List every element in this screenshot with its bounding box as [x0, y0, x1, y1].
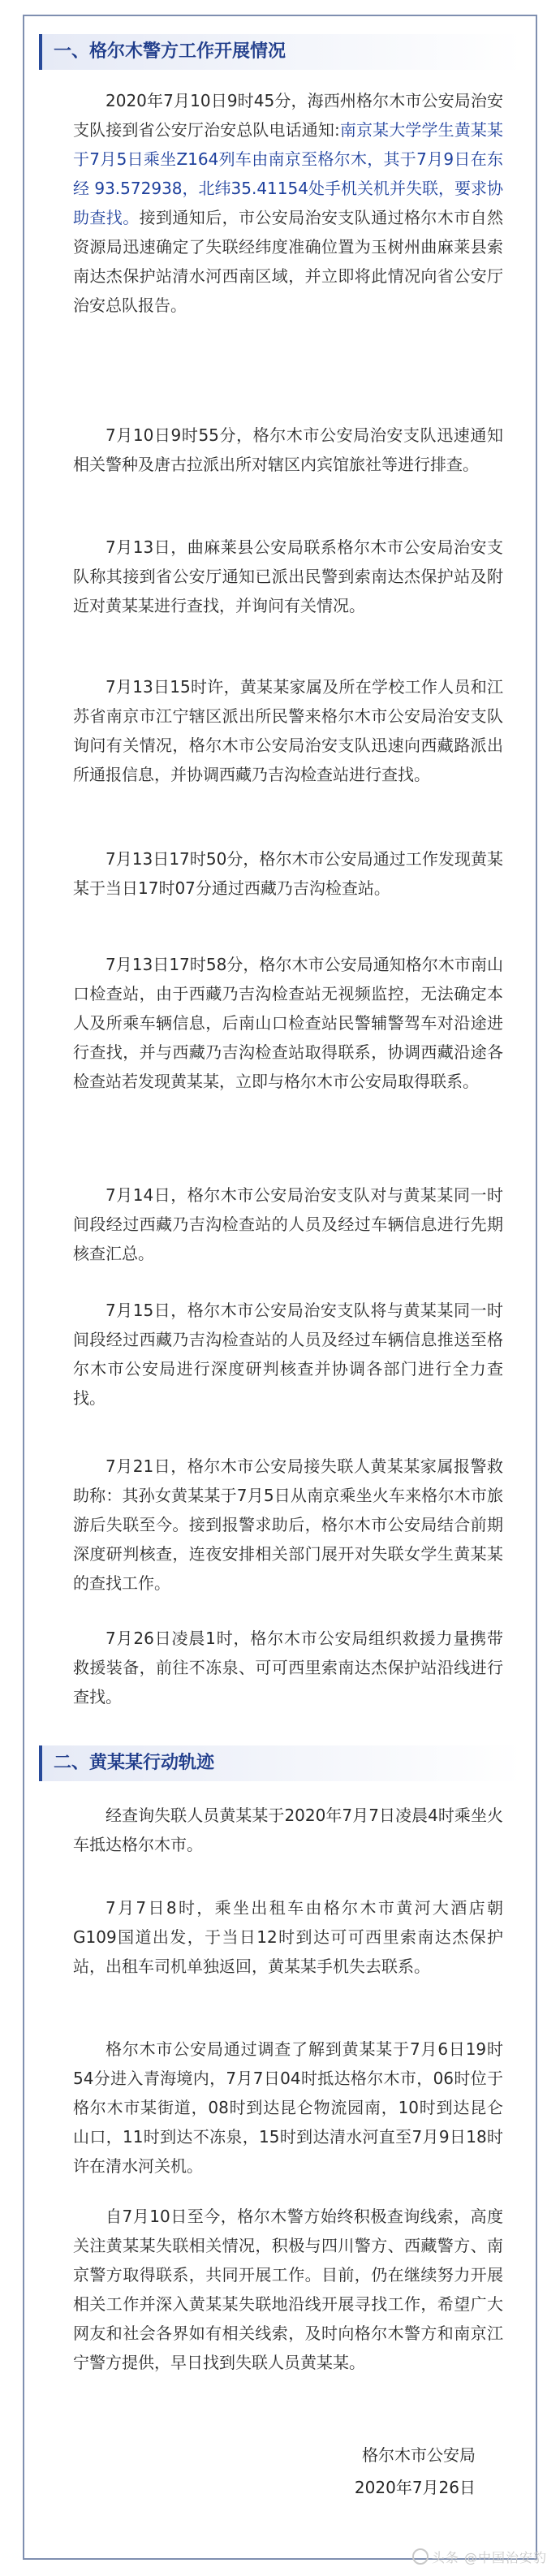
paragraph-jul13: 7月13日，曲麻莱县公安局联系格尔木市公安局治安支队称其接到省公安厅通知已派出民警到索南达杰保护站及附近对黄某某进行查找，并询问有关情况。: [73, 537, 503, 615]
paragraph-jul26: 7月26日凌晨1时，格尔木市公安局组织救援力量携带救援装备，前往不冻泉、可可西里索南达杰保护站沿线进行查找。: [73, 1629, 503, 1707]
signature-date: 2020年7月26日: [354, 2478, 476, 2497]
watermark-logo-icon: [412, 2548, 429, 2565]
paragraph-timeline: 格尔木市公安局通过调查了解到黄某某于7月6日19时54分进入青海境内，7月7日04时抵达格尔木市，06时位于格尔木市某街道，08时到达昆仑物流园南，10时到达昆仑山口，11时到达不冻泉，15时到达清水河直至7月9日18时许在清水河关机。: [73, 2039, 503, 2176]
paragraph-ongoing-search: 自7月10日至今，格尔木警方始终积极查询线索，高度关注黄某某失联相关情况，积极与四川警方、西藏警方、南京警方取得联系，共同开展工作。目前，仍在继续努力开展相关工作并深入黄某某失联地沿线开展寻找工作，希望广大网友和社会各界如有相关线索，及时向格尔木警方和南京江宁警方提供，早日找到失联人员黄某某。: [73, 2207, 503, 2372]
signature-org: 格尔木市公安局: [362, 2445, 476, 2465]
notice-card: [23, 15, 537, 2560]
paragraph-jul13-15h: 7月13日15时许，黄某某家属及所在学校工作人员和江苏省南京市江宁辖区派出所民警来格尔木市公安局治安支队询问有关情况，格尔木市公安局治安支队迅速向西藏路派出所通报信息，并协调西藏乃吉沟检查站进行查找。: [73, 677, 503, 784]
paragraph-jul14: 7月14日，格尔木市公安局治安支队对与黄某某同一时间段经过西藏乃吉沟检查站的人员及经过车辆信息进行先期核查汇总。: [73, 1185, 503, 1263]
paragraph-text: 2020年7月10日9时45分，海西州格尔木市公安局治安支队接到省公安厅治安总队电话通知:: [73, 91, 503, 140]
paragraph-jul7-taxi: 7月7日8时，乘坐出租车由格尔木市黄河大酒店朝G109国道出发，于当日12时到达可可西里索南达杰保护站，出租车司机单独返回，黄某某手机失去联系。: [73, 1898, 503, 1976]
paragraph-jul13-17h58: 7月13日17时58分，格尔木市公安局通知格尔木市南山口检查站，由于西藏乃吉沟检查站无视频监控，无法确定本人及所乘车辆信息，后南山口检查站民警辅警驾车对沿途进行查找，并与西藏乃吉沟检查站取得联系，协调西藏沿途各检查站若发现黄某某，立即与格尔木市公安局取得联系。: [73, 955, 503, 1091]
watermark: [412, 2548, 547, 2566]
watermark-text: 头条 @中国治安豹: [431, 2550, 547, 2565]
paragraph-initial-report: [73, 86, 503, 320]
section-heading-police-work: 一、格尔木警方工作开展情况: [39, 34, 523, 70]
paragraph-jul21: 7月21日，格尔木市公安局接失联人黄某某家属报警救助称：其孙女黄某某于7月5日从南京乘坐火车来格尔木市旅游后失联至今。接到报警求助后，格尔木市公安局结合前期深度研判核查，连夜安排相关部门展开对失联女学生黄某某的查找工作。: [73, 1456, 503, 1593]
paragraph-jul10: 7月10日9时55分，格尔木市公安局治安支队迅速通知相关警种及唐古拉派出所对辖区内宾馆旅社等进行排查。: [73, 425, 503, 474]
section-heading-trajectory: 二、黄某某行动轨迹: [39, 1745, 523, 1781]
paragraph-arrival: 经查询失联人员黄某某于2020年7月7日凌晨4时乘坐火车抵达格尔木市。: [73, 1806, 503, 1854]
paragraph-jul13-17h50: 7月13日17时50分，格尔木市公安局通过工作发现黄某某于当日17时07分通过西藏乃吉沟检查站。: [73, 849, 503, 898]
paragraph-jul15: 7月15日，格尔木市公安局治安支队将与黄某某同一时间段经过西藏乃吉沟检查站的人员及经过车辆信息推送至格尔木市公安局进行深度研判核查并协调各部门进行全力查找。: [73, 1301, 503, 1408]
paragraph-text: 接到通知后，市公安局治安支队通过格尔木市自然资源局迅速确定了失联经纬度准确位置为玉树州曲麻莱县索南达杰保护站清水河西南区域，并立即将此情况向省公安厅治安总队报告。: [73, 208, 504, 315]
highlighted-text: 南京某大学学生黄某某于7月5日乘坐Z164列车由南京至格尔木，其于7月9日在东经 93.572938，北纬35.41154处手机关机并失联，要求协助查找。: [73, 120, 503, 227]
